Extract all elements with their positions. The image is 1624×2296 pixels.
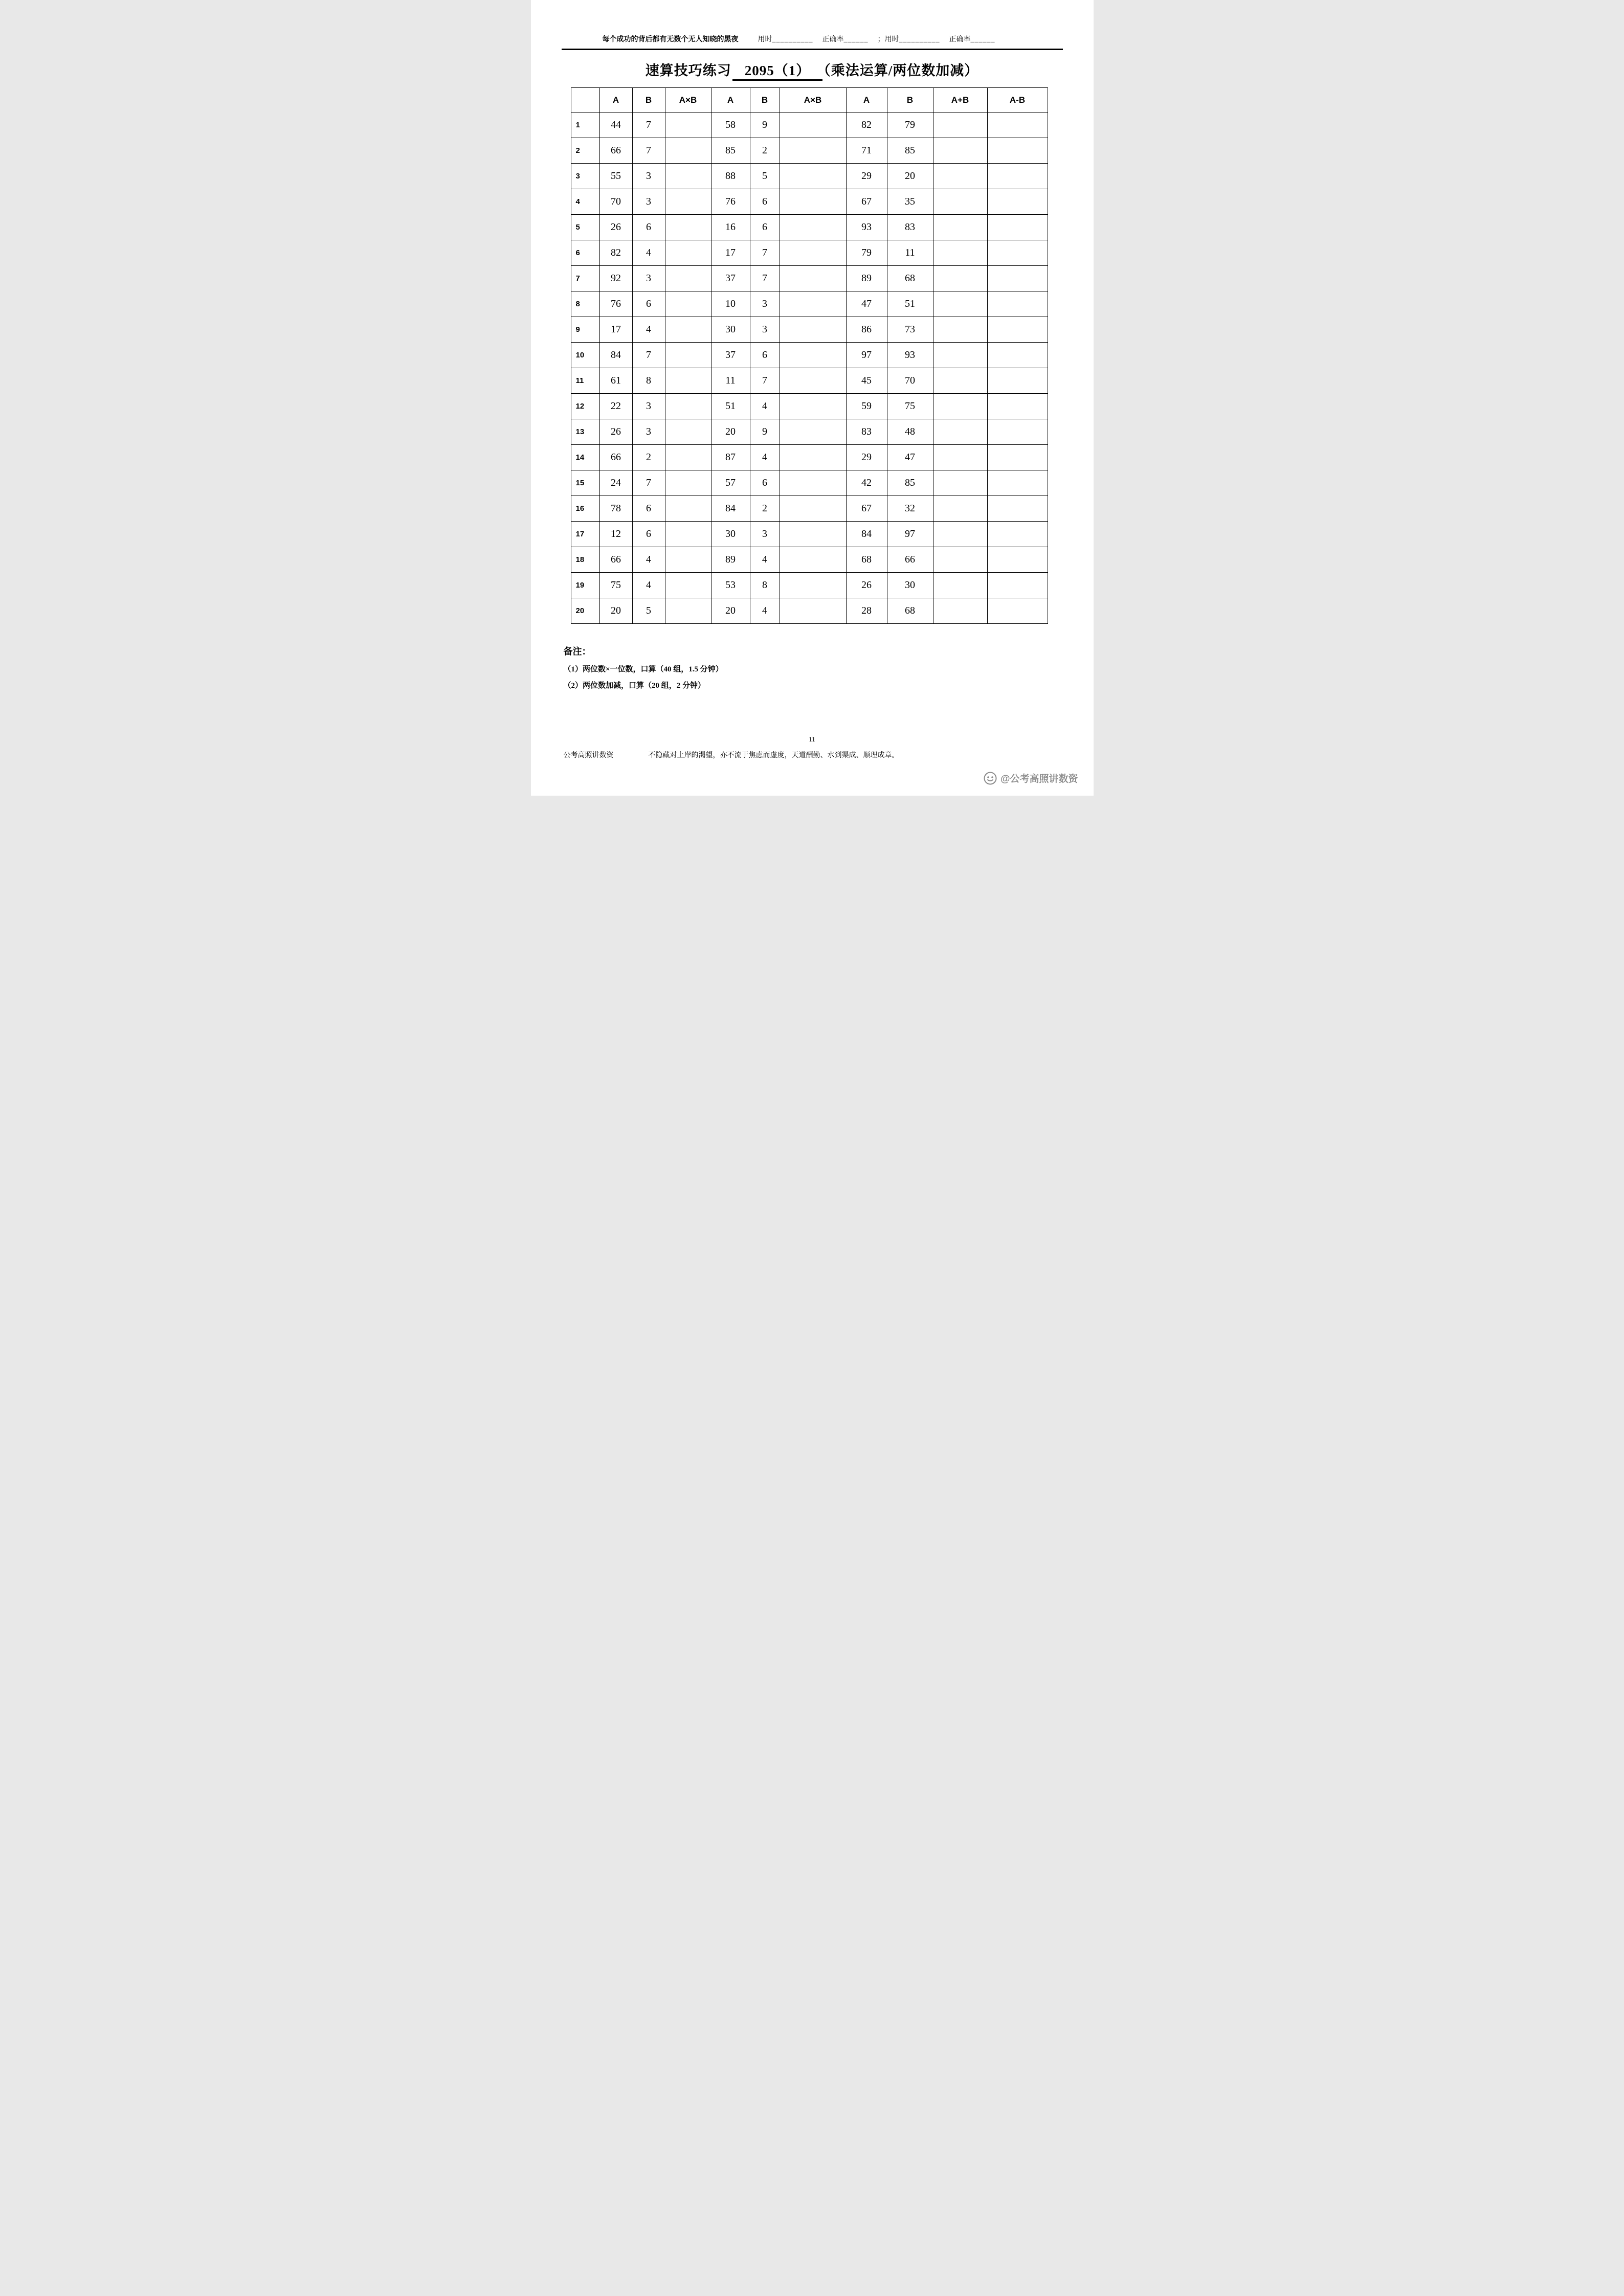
answer-cell	[665, 368, 711, 394]
answer-cell	[780, 419, 846, 445]
value-cell: 3	[632, 189, 665, 215]
page-header	[603, 34, 1062, 44]
table-row	[571, 215, 1048, 240]
answer-cell	[987, 419, 1048, 445]
answer-cell	[780, 522, 846, 547]
value-cell: 28	[846, 598, 887, 624]
timing-field-label: ；用时	[877, 36, 899, 43]
timing-field-blank: __________	[772, 36, 813, 43]
title-prefix: 速算技巧练习	[645, 63, 731, 78]
value-cell: 86	[846, 317, 887, 343]
worksheet-page	[531, 0, 1094, 796]
value-cell: 45	[846, 368, 887, 394]
header-fields	[758, 34, 1005, 44]
value-cell: 75	[887, 394, 933, 419]
value-cell: 7	[632, 138, 665, 164]
value-cell: 7	[750, 240, 780, 266]
value-cell: 88	[711, 164, 750, 189]
value-cell: 97	[887, 522, 933, 547]
answer-cell	[665, 215, 711, 240]
value-cell: 35	[887, 189, 933, 215]
row-number: 11	[571, 368, 599, 394]
value-cell: 5	[750, 164, 780, 189]
value-cell: 4	[750, 547, 780, 573]
table-row	[571, 138, 1048, 164]
value-cell: 17	[599, 317, 632, 343]
answer-cell	[665, 445, 711, 470]
answer-cell	[987, 240, 1048, 266]
value-cell: 85	[887, 470, 933, 496]
footer-line	[564, 750, 1062, 760]
answer-cell	[933, 522, 987, 547]
timing-field-label: 用时	[758, 36, 772, 43]
value-cell: 48	[887, 419, 933, 445]
row-number: 16	[571, 496, 599, 522]
answer-cell	[665, 547, 711, 573]
table-row	[571, 394, 1048, 419]
value-cell: 32	[887, 496, 933, 522]
value-cell: 93	[887, 343, 933, 368]
value-cell: 4	[750, 445, 780, 470]
value-cell: 82	[599, 240, 632, 266]
answer-cell	[780, 547, 846, 573]
value-cell: 20	[887, 164, 933, 189]
value-cell: 8	[632, 368, 665, 394]
value-cell: 20	[599, 598, 632, 624]
answer-cell	[780, 368, 846, 394]
value-cell: 42	[846, 470, 887, 496]
value-cell: 3	[750, 291, 780, 317]
column-header: A-B	[987, 88, 1048, 112]
value-cell: 6	[750, 215, 780, 240]
answer-cell	[780, 164, 846, 189]
answer-cell	[933, 496, 987, 522]
value-cell: 79	[887, 112, 933, 138]
answer-cell	[780, 317, 846, 343]
answer-cell	[933, 573, 987, 598]
answer-cell	[780, 189, 846, 215]
table-row	[571, 189, 1048, 215]
answer-cell	[987, 598, 1048, 624]
answer-cell	[780, 215, 846, 240]
answer-cell	[987, 138, 1048, 164]
timing-field-label: 正确率	[822, 36, 844, 43]
notes-list	[564, 662, 1094, 694]
notes-label: 备注：	[563, 646, 591, 657]
answer-cell	[780, 138, 846, 164]
value-cell: 85	[887, 138, 933, 164]
value-cell: 26	[599, 215, 632, 240]
table-row	[571, 470, 1048, 496]
value-cell: 30	[887, 573, 933, 598]
value-cell: 57	[711, 470, 750, 496]
value-cell: 9	[750, 112, 780, 138]
answer-cell	[987, 547, 1048, 573]
value-cell: 22	[599, 394, 632, 419]
answer-cell	[987, 573, 1048, 598]
value-cell: 59	[846, 394, 887, 419]
answer-cell	[780, 343, 846, 368]
value-cell: 4	[632, 573, 665, 598]
column-header: B	[632, 88, 665, 112]
column-header: A	[599, 88, 632, 112]
value-cell: 37	[711, 343, 750, 368]
answer-cell	[665, 317, 711, 343]
answer-cell	[665, 189, 711, 215]
row-number: 20	[571, 598, 599, 624]
title-suffix: （乘法运算/两位数加减）	[824, 63, 979, 78]
answer-cell	[780, 470, 846, 496]
page-number: 11	[809, 735, 815, 743]
answer-cell	[987, 266, 1048, 291]
timing-field	[758, 36, 813, 43]
value-cell: 5	[632, 598, 665, 624]
value-cell: 66	[599, 547, 632, 573]
value-cell: 4	[632, 240, 665, 266]
table-row	[571, 164, 1048, 189]
answer-cell	[987, 368, 1048, 394]
answer-cell	[987, 522, 1048, 547]
value-cell: 93	[846, 215, 887, 240]
value-cell: 6	[750, 189, 780, 215]
value-cell: 78	[599, 496, 632, 522]
answer-cell	[933, 266, 987, 291]
answer-cell	[933, 368, 987, 394]
value-cell: 6	[632, 215, 665, 240]
value-cell: 2	[750, 496, 780, 522]
answer-cell	[665, 496, 711, 522]
value-cell: 75	[599, 573, 632, 598]
notes-section	[564, 644, 1094, 694]
value-cell: 16	[711, 215, 750, 240]
answer-cell	[987, 189, 1048, 215]
answer-cell	[987, 470, 1048, 496]
answer-cell	[987, 291, 1048, 317]
answer-cell	[665, 291, 711, 317]
answer-cell	[987, 164, 1048, 189]
value-cell: 67	[846, 189, 887, 215]
value-cell: 44	[599, 112, 632, 138]
value-cell: 51	[887, 291, 933, 317]
answer-cell	[780, 445, 846, 470]
value-cell: 55	[599, 164, 632, 189]
value-cell: 12	[599, 522, 632, 547]
answer-cell	[933, 394, 987, 419]
value-cell: 26	[846, 573, 887, 598]
answer-cell	[933, 189, 987, 215]
value-cell: 61	[599, 368, 632, 394]
value-cell: 66	[599, 445, 632, 470]
value-cell: 58	[711, 112, 750, 138]
value-cell: 30	[711, 522, 750, 547]
column-header: B	[887, 88, 933, 112]
value-cell: 9	[750, 419, 780, 445]
table-row	[571, 598, 1048, 624]
value-cell: 92	[599, 266, 632, 291]
value-cell: 6	[632, 291, 665, 317]
value-cell: 7	[632, 112, 665, 138]
watermark-text: @公考高照讲数资	[1000, 774, 1078, 784]
row-number: 7	[571, 266, 599, 291]
value-cell: 3	[632, 394, 665, 419]
answer-cell	[780, 240, 846, 266]
table-row	[571, 343, 1048, 368]
answer-cell	[780, 112, 846, 138]
value-cell: 10	[711, 291, 750, 317]
answer-cell	[987, 445, 1048, 470]
value-cell: 11	[887, 240, 933, 266]
value-cell: 26	[599, 419, 632, 445]
row-number: 14	[571, 445, 599, 470]
answer-cell	[987, 496, 1048, 522]
timing-field	[878, 36, 940, 43]
footer-brand: 公考高照讲数资	[563, 752, 614, 759]
answer-cell	[987, 343, 1048, 368]
row-number: 3	[571, 164, 599, 189]
value-cell: 7	[750, 368, 780, 394]
answer-cell	[933, 317, 987, 343]
value-cell: 4	[750, 394, 780, 419]
timing-field-blank: __________	[899, 36, 940, 43]
value-cell: 3	[632, 164, 665, 189]
answer-cell	[933, 112, 987, 138]
answer-cell	[665, 394, 711, 419]
answer-cell	[665, 522, 711, 547]
answer-cell	[665, 419, 711, 445]
value-cell: 29	[846, 164, 887, 189]
value-cell: 6	[750, 470, 780, 496]
header-divider	[562, 49, 1063, 50]
value-cell: 3	[750, 317, 780, 343]
value-cell: 53	[711, 573, 750, 598]
table-row	[571, 445, 1048, 470]
column-header: B	[750, 88, 780, 112]
table-row	[571, 112, 1048, 138]
value-cell: 7	[632, 470, 665, 496]
answer-cell	[987, 112, 1048, 138]
footer-quote: 不隐藏对上岸的渴望，亦不流于焦虑而虚度，天道酬勤、水到渠成、顺理成章。	[648, 752, 899, 759]
value-cell: 84	[711, 496, 750, 522]
value-cell: 87	[711, 445, 750, 470]
row-number: 13	[571, 419, 599, 445]
column-header: A	[846, 88, 887, 112]
value-cell: 67	[846, 496, 887, 522]
value-cell: 71	[846, 138, 887, 164]
value-cell: 97	[846, 343, 887, 368]
answer-cell	[933, 547, 987, 573]
answer-cell	[933, 240, 987, 266]
row-number: 15	[571, 470, 599, 496]
timing-field	[949, 36, 995, 43]
row-number: 8	[571, 291, 599, 317]
answer-cell	[665, 138, 711, 164]
value-cell: 4	[750, 598, 780, 624]
value-cell: 24	[599, 470, 632, 496]
value-cell: 3	[632, 266, 665, 291]
answer-cell	[665, 573, 711, 598]
answer-cell	[665, 112, 711, 138]
note-item: （2）两位数加减，口算（20 组，2 分钟）	[563, 681, 706, 690]
value-cell: 6	[750, 343, 780, 368]
value-cell: 47	[887, 445, 933, 470]
value-cell: 47	[846, 291, 887, 317]
value-cell: 20	[711, 419, 750, 445]
value-cell: 70	[887, 368, 933, 394]
answer-cell	[780, 573, 846, 598]
answer-cell	[987, 215, 1048, 240]
answer-cell	[987, 317, 1048, 343]
value-cell: 37	[711, 266, 750, 291]
value-cell: 89	[711, 547, 750, 573]
table-body	[571, 112, 1048, 624]
answer-cell	[665, 343, 711, 368]
table-row	[571, 317, 1048, 343]
worksheet-table	[571, 87, 1048, 624]
value-cell: 2	[750, 138, 780, 164]
value-cell: 73	[887, 317, 933, 343]
answer-cell	[933, 343, 987, 368]
answer-cell	[665, 266, 711, 291]
table-row	[571, 266, 1048, 291]
value-cell: 84	[846, 522, 887, 547]
answer-cell	[780, 496, 846, 522]
value-cell: 82	[846, 112, 887, 138]
value-cell: 66	[599, 138, 632, 164]
column-header: A+B	[933, 88, 987, 112]
answer-cell	[665, 240, 711, 266]
column-header	[571, 88, 599, 112]
row-number: 18	[571, 547, 599, 573]
answer-cell	[933, 470, 987, 496]
row-number: 6	[571, 240, 599, 266]
title-number: 2095（1）	[732, 63, 823, 81]
value-cell: 3	[632, 419, 665, 445]
value-cell: 20	[711, 598, 750, 624]
value-cell: 76	[599, 291, 632, 317]
column-header: A	[711, 88, 750, 112]
timing-field-label: 正确率	[949, 36, 971, 43]
table-row	[571, 368, 1048, 394]
row-number: 10	[571, 343, 599, 368]
answer-cell	[933, 445, 987, 470]
answer-cell	[780, 291, 846, 317]
table-row	[571, 547, 1048, 573]
value-cell: 6	[632, 496, 665, 522]
value-cell: 76	[711, 189, 750, 215]
value-cell: 11	[711, 368, 750, 394]
column-header: A×B	[780, 88, 846, 112]
value-cell: 7	[750, 266, 780, 291]
value-cell: 83	[887, 215, 933, 240]
row-number: 17	[571, 522, 599, 547]
value-cell: 4	[632, 317, 665, 343]
value-cell: 17	[711, 240, 750, 266]
row-number: 4	[571, 189, 599, 215]
value-cell: 84	[599, 343, 632, 368]
value-cell: 66	[887, 547, 933, 573]
answer-cell	[933, 138, 987, 164]
value-cell: 79	[846, 240, 887, 266]
table-row	[571, 496, 1048, 522]
footer	[531, 735, 1094, 760]
answer-cell	[933, 291, 987, 317]
value-cell: 6	[632, 522, 665, 547]
row-number: 2	[571, 138, 599, 164]
value-cell: 3	[750, 522, 780, 547]
value-cell: 68	[887, 598, 933, 624]
row-number: 9	[571, 317, 599, 343]
value-cell: 4	[632, 547, 665, 573]
table-row	[571, 240, 1048, 266]
value-cell: 85	[711, 138, 750, 164]
answer-cell	[987, 394, 1048, 419]
table-header-row	[571, 88, 1048, 112]
answer-cell	[665, 598, 711, 624]
table-row	[571, 291, 1048, 317]
row-number: 1	[571, 112, 599, 138]
value-cell: 8	[750, 573, 780, 598]
header-quote: 每个成功的背后都有无数个无人知晓的黑夜	[602, 36, 739, 43]
value-cell: 89	[846, 266, 887, 291]
table-row	[571, 522, 1048, 547]
value-cell: 51	[711, 394, 750, 419]
answer-cell	[933, 598, 987, 624]
watermark-logo-icon	[984, 772, 997, 785]
answer-cell	[665, 164, 711, 189]
row-number: 19	[571, 573, 599, 598]
timing-field-blank: ______	[843, 36, 869, 43]
answer-cell	[780, 266, 846, 291]
value-cell: 68	[887, 266, 933, 291]
timing-field-blank: ______	[970, 36, 995, 43]
row-number: 5	[571, 215, 599, 240]
answer-cell	[933, 164, 987, 189]
note-item: （1）两位数×一位数，口算（40 组，1.5 分钟）	[563, 665, 723, 673]
watermark	[984, 771, 1078, 785]
value-cell: 2	[632, 445, 665, 470]
value-cell: 29	[846, 445, 887, 470]
answer-cell	[933, 215, 987, 240]
value-cell: 7	[632, 343, 665, 368]
page-title	[531, 59, 1094, 79]
answer-cell	[780, 394, 846, 419]
answer-cell	[780, 598, 846, 624]
table-row	[571, 419, 1048, 445]
table-row	[571, 573, 1048, 598]
value-cell: 30	[711, 317, 750, 343]
timing-field	[822, 36, 869, 43]
value-cell: 68	[846, 547, 887, 573]
value-cell: 70	[599, 189, 632, 215]
row-number: 12	[571, 394, 599, 419]
column-header: A×B	[665, 88, 711, 112]
answer-cell	[933, 419, 987, 445]
answer-cell	[665, 470, 711, 496]
value-cell: 83	[846, 419, 887, 445]
